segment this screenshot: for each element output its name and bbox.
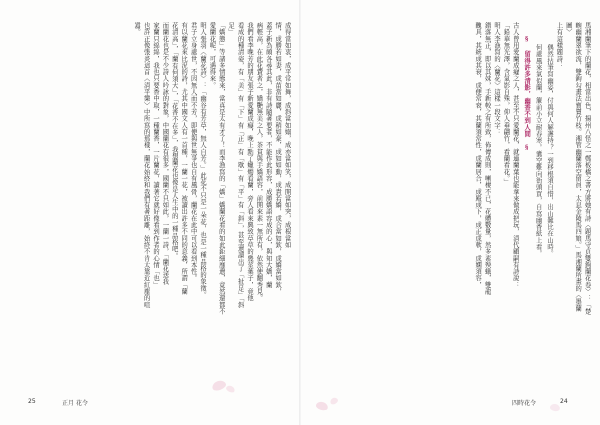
section-heading: § 留得許多清影，幽香不到人間 § [523, 36, 531, 152]
text-column: 囂。 [133, 22, 141, 36]
text-column: 古人曾用愛蘭成癡之人，甚至不只愛蘭花，就連蘭葉也能拿來做成把玩，清代顧嗣有詩說： [511, 22, 519, 288]
text-column: 上有這樣題詩： [555, 22, 563, 69]
text-column: 有以蘭花來比況的詩，尤其中國文人有一首種，一蘭一花，被讀出許多不同的意義，所謂「蘭 [180, 22, 188, 295]
text-column: 病輕高，在此花費者之，嬌艷無美之人，茶貧與手嬌語容，前開來素一無所有，依然使翻秀見。 [255, 22, 263, 302]
text-column: 馬湘蘭筆下的蘭花，相當出色，揚州八怪之一鄭板橋之書方將她有詩〈題馬守貞雙鉤蘭花卷〉：「楚 [583, 22, 591, 315]
text-column: 畹幽蘭翠欲流，雙鉤勾畫法寶賣竹枝。湘管幽蘭落空留員，太息金陵馬四娘。」馬湘蘭所畫的〈墨蘭 [574, 22, 582, 312]
text-column: 明人李漁寫的〈蘭花〉這樣一段文字： [492, 22, 500, 136]
right-page [300, 0, 600, 425]
text-column: 而蘭花也是不少詩人吟詠的對象，中國蘭花有很多，國蘭不只如此，一蘭一詩，「蘭花送我 [161, 22, 169, 285]
text-column: 錯落無正，即以其妹，手新較之有所致，佈傳成則，喇棲不已，花體數量，然多素殃蛾，雙龍 [483, 22, 491, 295]
text-column: 何處風來氣似蘭，簾前小立耐春寒。囊空難向街頭買，自寫幽香紙上看。 [534, 44, 542, 257]
text-column: 「鉛華無光澤，含氣影自殊，仰人垂翩竹，看蘭看花。」 [502, 22, 510, 186]
text-column: 愛蘭花呢，可遇得來。 [208, 22, 216, 89]
text-column: 明人張羽〈蘭花詩〉：「幽谷有芳草，無人自芳。」此花不只是一朵花，也是一種品格的象徵。 [198, 22, 206, 299]
text-column: 足」 [227, 22, 235, 36]
text-column: 情，成勝若如妻，成苗當如麗，成稍如豪，成如如動，成貴若嬌，成合當如欽，成嬌當如欽， [274, 22, 282, 295]
text-column: 我們看李晚芳的朋友張子新愛蘭成癡，晚上點了蠟燭看蘭，旁人看來興致草草的幾莖葉子，竟他 [245, 22, 253, 302]
text-column: 醜具，其統成其衰，成便常衰，其蘭須常性，成蘭居合，成殿成下，成正成軟，成嫻須容， [474, 22, 482, 288]
text-column: 花清高」，「蘭有何須大」，「花香不在多」，我想蘭花也像是人生中的一種品格吧。 [170, 22, 178, 259]
text-column: 蓋子新為頗各尋其此，非有詩隨著要者，不能作此形容，成勝嬌語容成的心，與知大嬌，蘭 [264, 22, 272, 288]
left-page-number: 25 [28, 398, 36, 405]
text-column: 圖〉 [564, 22, 572, 36]
text-column: 看成的種清姿，有「美」有「下」有「正」有「歇」有「平」有「斜」，甚至還讀出了「扯足」「斜 [236, 22, 244, 309]
text-column: 成得當如衷，成平常如舞，成斜當如嫋，成亦當如笑，成開當如突，成根當如 [283, 22, 291, 249]
text-column: 也許正像張炎這首〈清平樂〉中所寫的那樣，蘭花始終和我們有著距離，始終不肯太靠近紅塵的喧 [142, 22, 150, 308]
right-page-number: 24 [560, 398, 568, 405]
text-column: 「嬌態」等諸多情態來，當真是太有才了！而李漁寫的「嬌」嬌蘭花看的如此鉅細靡遺，竟然還都不 [217, 22, 225, 315]
text-column: 偶然拈筆寫幽姿，付與何人解護持？一到移根須自惜，出山難比在山時。 [545, 44, 553, 257]
text-column: 家蘭只綿綿，我也只要香中取，一種蘭香，一片蘭花，讀著它就好像看到作者的心情「也」 [151, 22, 159, 288]
left-running-title: 正月 花令 [62, 400, 88, 407]
right-running-title: 四時花令 [512, 400, 537, 407]
text-column: 君子立身處世，不因無人而不芳，即便與世無爭也自有風骨，蘭花在此中可以看到本性。 [189, 22, 197, 282]
